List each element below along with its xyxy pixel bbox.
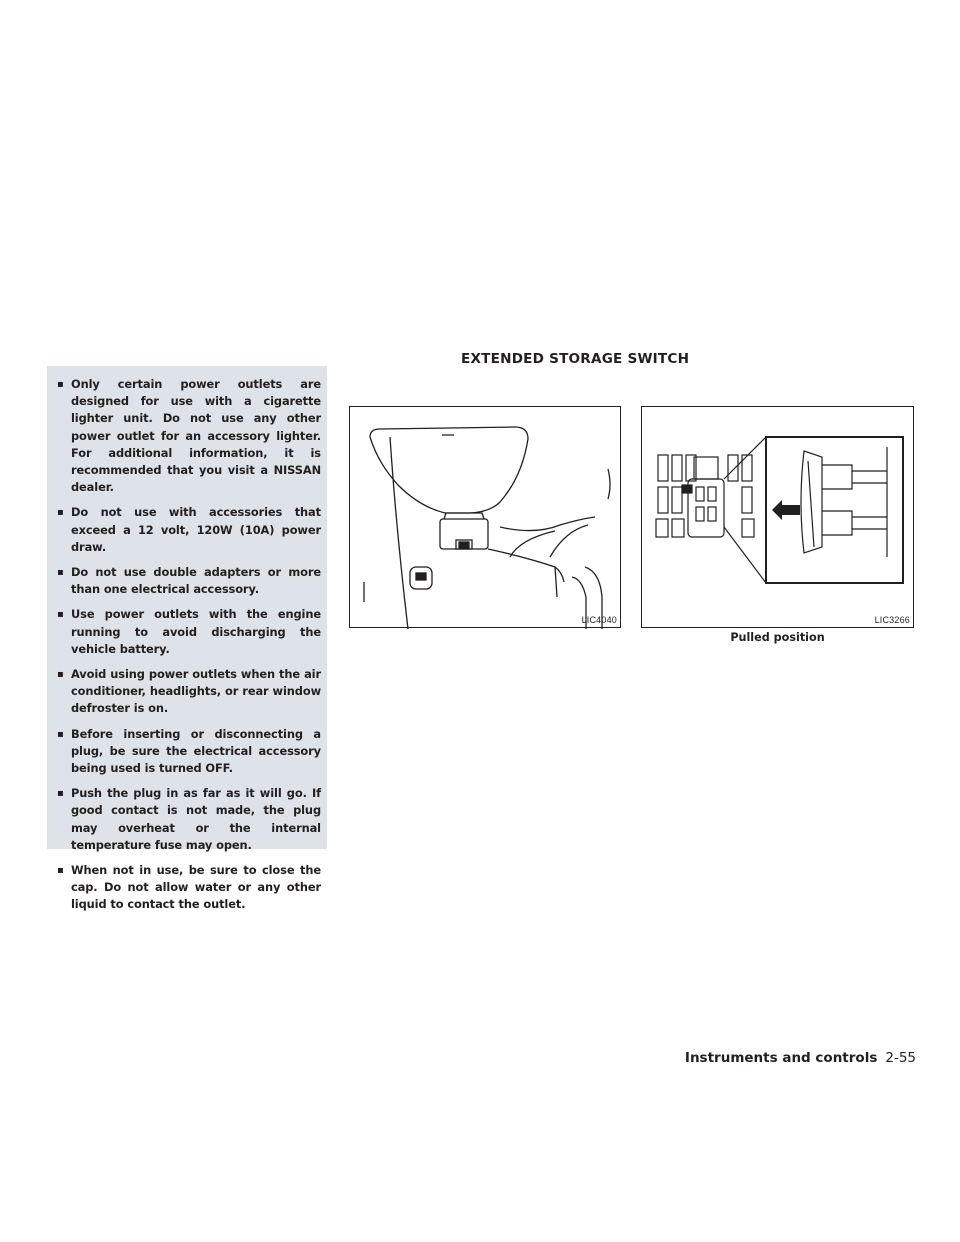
figure-code: LIC3266 [874, 615, 910, 625]
caution-box [47, 366, 327, 912]
footer-section-title: Instruments and controls [684, 1050, 878, 1066]
storage-switch-drawing [642, 407, 915, 629]
caution-list [57, 376, 321, 914]
section-heading: EXTENDED STORAGE SWITCH [461, 351, 690, 367]
caution-item: ▪ Do not use with accessories that exceed a 12 volt, 120W (10A) power draw. [57, 504, 321, 556]
page-number: 2-55 [885, 1050, 916, 1066]
caution-item: ▪ Before inserting or disconnecting a plug, be sure the electrical accessory being used is turned OFF. [57, 726, 321, 778]
page-footer [685, 1050, 916, 1066]
figure-code: LIC4040 [581, 615, 617, 625]
power-outlet-drawing [350, 407, 622, 629]
caution-item: ▪ Only certain power outlets are designed for use with a cigarette lighter unit. Do not use any other power outlet for an accessory lighter. For additional information, it is recommended that you visit a NISSAN dealer. [57, 376, 321, 496]
caution-item: ▪ Push the plug in as far as it will go. If good contact is not made, the plug may overheat or the internal temperature fuse may open. [57, 785, 321, 854]
figure-caption: Pulled position [730, 631, 825, 644]
power-outlet-illustration [349, 406, 621, 628]
storage-switch-illustration [641, 406, 914, 628]
caution-item: ▪ When not in use, be sure to close the cap. Do not allow water or any other liquid to contact the outlet. [57, 862, 321, 914]
caution-item: ▪ Use power outlets with the engine running to avoid discharging the vehicle battery. [57, 606, 321, 658]
caution-item: ▪ Do not use double adapters or more than one electrical accessory. [57, 564, 321, 598]
caution-item: ▪ Avoid using power outlets when the air conditioner, headlights, or rear window defroster is on. [57, 666, 321, 718]
